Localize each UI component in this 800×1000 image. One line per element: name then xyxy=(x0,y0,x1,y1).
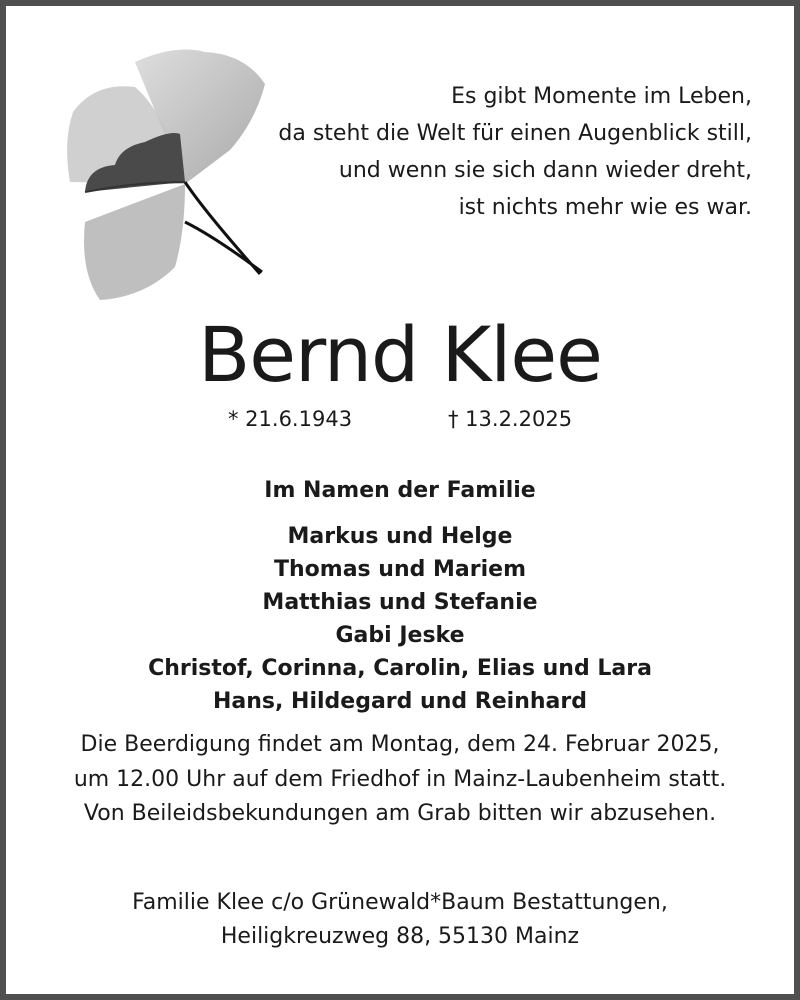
funeral-info xyxy=(0,728,800,832)
contact-address xyxy=(0,886,800,954)
funeral-line: Von Beileidsbekundungen am Grab bitten wir abzusehen. xyxy=(83,801,717,826)
address-line: Familie Klee c/o Grünewald*Baum Bestattungen, xyxy=(132,890,668,915)
address-line: Heiligkreuzweg 88, 55130 Mainz xyxy=(220,924,580,949)
family-member: Matthias und Stefanie xyxy=(262,590,538,615)
family-member: Gabi Jeske xyxy=(335,623,465,648)
family-member: Markus und Helge xyxy=(287,524,513,549)
family-member: Hans, Hildegard und Reinhard xyxy=(213,689,587,714)
opening-quote xyxy=(278,78,752,226)
ginkgo-leaf-icon xyxy=(55,42,270,304)
funeral-line: um 12.00 Uhr auf dem Friedhof in Mainz-Laubenheim statt. xyxy=(73,766,727,792)
quote-line: da steht die Welt für einen Augenblick still, xyxy=(278,121,752,146)
quote-line: ist nichts mehr wie es war. xyxy=(458,195,752,220)
family-member: Thomas und Mariem xyxy=(273,557,526,582)
quote-line: Es gibt Momente im Leben, xyxy=(451,84,752,109)
deceased-name: Bernd Klee xyxy=(198,310,602,399)
birth-date: * 21.6.1943 xyxy=(228,407,353,431)
quote-line: und wenn sie sich dann wieder dreht, xyxy=(338,158,752,183)
family-members xyxy=(0,520,800,718)
family-member: Christof, Corinna, Carolin, Elias und Lara xyxy=(148,656,652,681)
death-date: † 13.2.2025 xyxy=(448,407,573,431)
family-heading: Im Namen der Familie xyxy=(264,478,536,503)
funeral-line: Die Beerdigung findet am Montag, dem 24. Februar 2025, xyxy=(80,732,720,757)
